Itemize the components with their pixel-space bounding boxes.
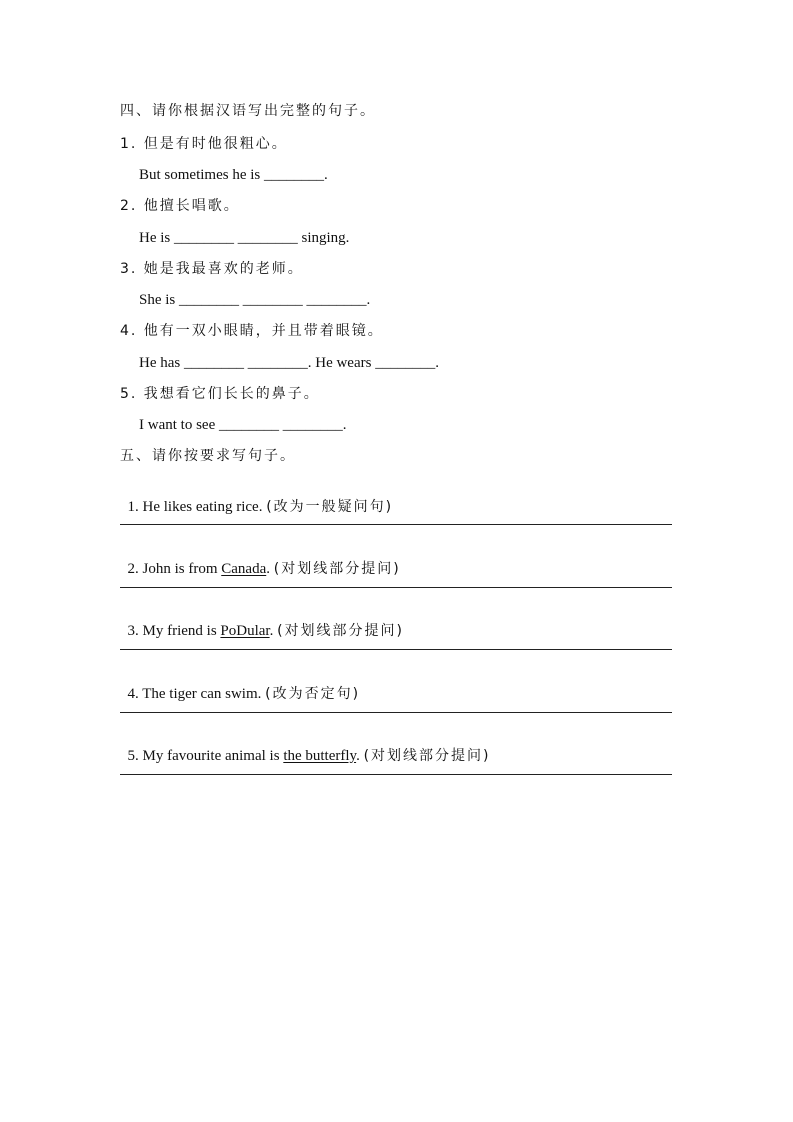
instruction-note: (对划线部分提问) <box>273 561 401 577</box>
instruction-note: (对划线部分提问) <box>363 748 491 764</box>
section5-item-1 <box>120 477 393 517</box>
sentence-end: . <box>269 623 278 639</box>
instruction-note: (对划线部分提问) <box>277 623 405 639</box>
sentence-text: 2. John is from <box>127 561 222 577</box>
section4-heading: 四、请你根据汉语写出完整的句子。 <box>120 103 376 119</box>
instruction-note: (改为一般疑问句) <box>266 499 394 515</box>
section4-item-4-chinese: 4. 他有一双小眼睛，并且带着眼镜。 <box>120 323 384 339</box>
section5-heading: 五、请你按要求写句子。 <box>120 448 296 464</box>
answer-line-5 <box>120 774 672 775</box>
answer-line-4 <box>120 712 672 713</box>
answer-line-2 <box>120 587 672 588</box>
answer-line-1 <box>120 524 672 525</box>
instruction-note: (改为否定句) <box>265 686 361 702</box>
sentence-text: 5. My favourite animal is <box>127 748 284 764</box>
section4-item-5-english: I want to see ________ ________. <box>139 417 347 433</box>
sentence-end: . <box>356 748 364 764</box>
underlined-phrase: Canada <box>221 561 267 577</box>
section4-item-4-english: He has ________ ________. He wears ________. <box>139 355 439 371</box>
sentence-text: 3. My friend is <box>127 623 221 639</box>
section4-item-3-chinese: 3. 她是我最喜欢的老师。 <box>120 261 304 277</box>
section5-item-2 <box>120 539 401 579</box>
section4-item-1-chinese: 1. 但是有时他很粗心。 <box>120 136 288 152</box>
answer-line-3 <box>120 649 672 650</box>
underlined-phrase: PoDular <box>220 623 270 639</box>
section4-item-3-english: She is ________ ________ ________. <box>139 292 371 308</box>
sentence-text: 4. The tiger can swim. <box>127 686 266 702</box>
underlined-phrase: the butterfly <box>283 748 357 764</box>
sentence-end: . <box>266 561 274 577</box>
section5-item-3 <box>120 601 404 641</box>
section4-item-1-english: But sometimes he is ________. <box>139 167 328 183</box>
section5-item-5 <box>120 726 491 766</box>
section4-item-5-chinese: 5. 我想看它们长长的鼻子。 <box>120 386 320 402</box>
section5-item-4 <box>120 664 360 704</box>
section4-item-2-chinese: 2. 他擅长唱歌。 <box>120 198 240 214</box>
section4-item-2-english: He is ________ ________ singing. <box>139 230 350 246</box>
sentence-text: 1. He likes eating rice. <box>127 499 267 515</box>
